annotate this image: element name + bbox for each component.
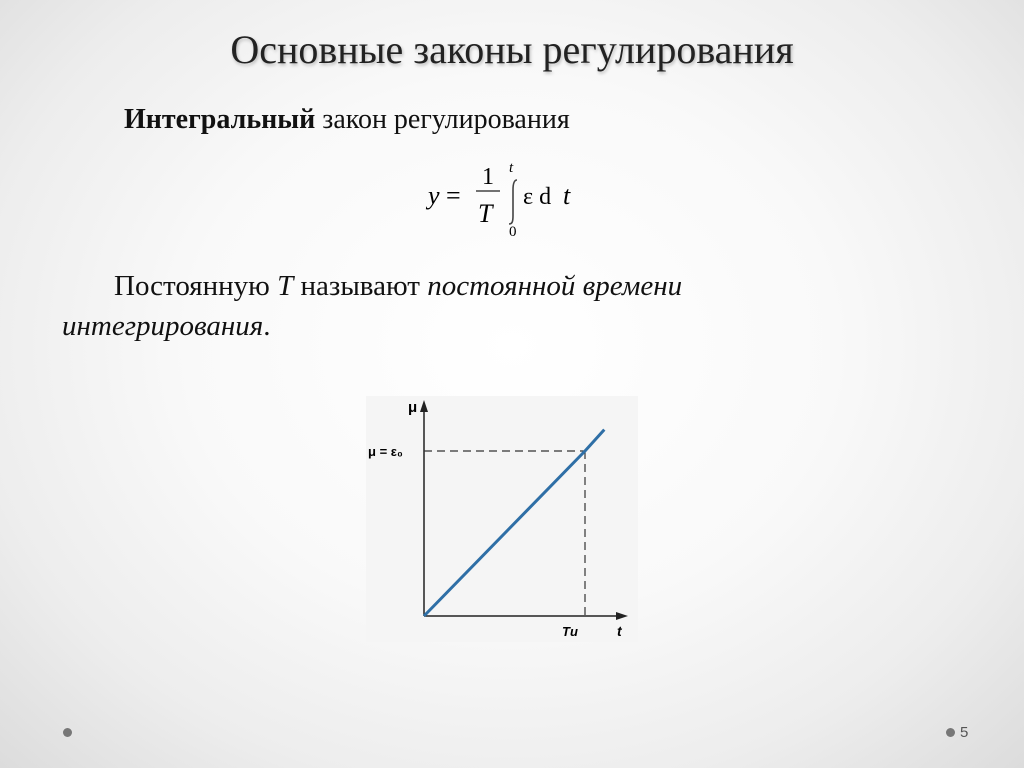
formula-numerator: 1 <box>482 164 494 190</box>
x-axis-label: t <box>617 623 622 639</box>
formula-lower-limit: 0 <box>509 224 517 238</box>
para-part2: называют <box>293 270 428 302</box>
page-number: 5 <box>960 724 969 741</box>
integral-formula <box>420 158 590 238</box>
para-symbol: T <box>277 270 294 302</box>
integral-response-chart <box>366 396 638 642</box>
formula-eq: = <box>446 181 461 210</box>
y-axis-label: μ <box>408 399 418 416</box>
formula-denominator: T <box>478 199 493 228</box>
formula-var: t <box>563 181 571 210</box>
subtitle <box>124 104 570 136</box>
subtitle-bold: Интегральный <box>124 104 316 135</box>
slide-title: Основные законы регулирования <box>230 27 794 72</box>
para-part1: Постоянную <box>114 270 278 302</box>
definition-paragraph <box>62 266 842 346</box>
y-marker-label: μ = ε₀ <box>368 444 403 459</box>
subtitle-rest: закон регулирования <box>315 104 570 135</box>
integral-sign-icon <box>509 180 517 224</box>
formula-lhs: y <box>428 181 440 210</box>
para-end: . <box>263 310 271 342</box>
para-term: постоянной времени интегрирования <box>62 270 683 342</box>
formula-upper-limit: t <box>509 160 514 176</box>
x-marker-label: Tи <box>562 624 578 639</box>
nav-dot-left <box>63 728 72 737</box>
formula-integrand: ε d <box>523 184 552 210</box>
chart-background <box>366 396 638 642</box>
nav-dot-right <box>946 728 955 737</box>
